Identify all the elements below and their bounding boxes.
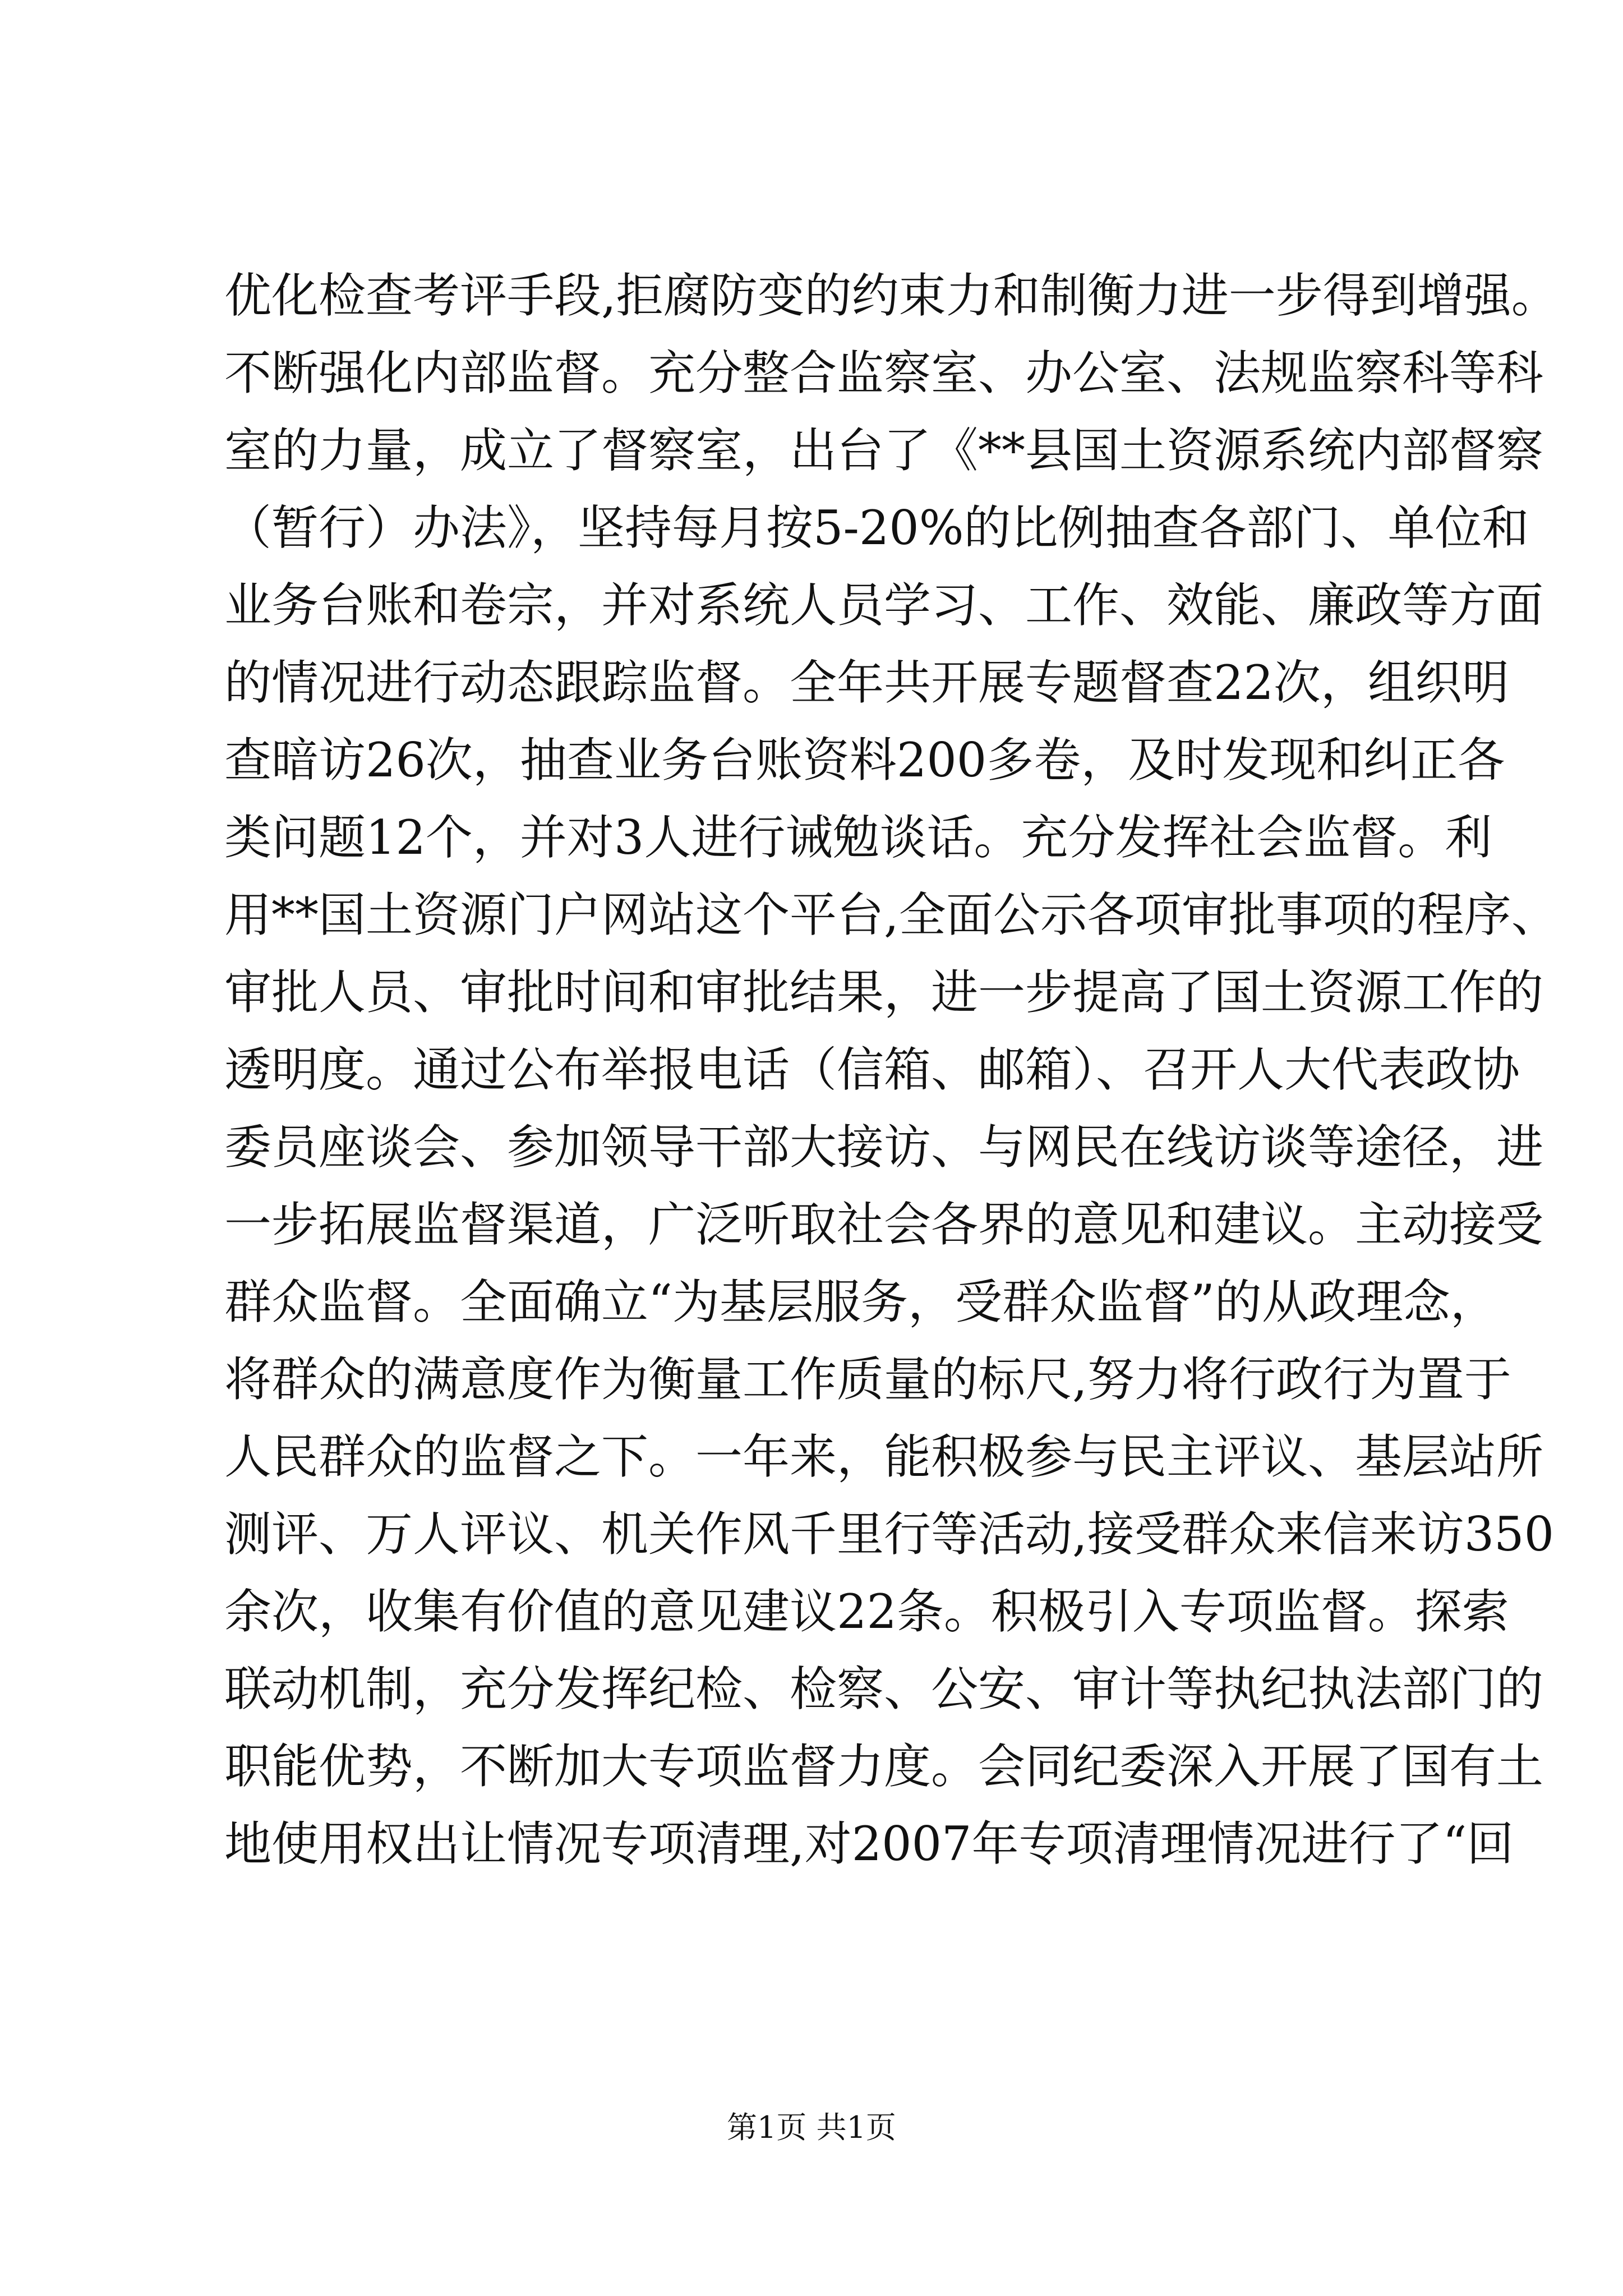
text-line: 用**国土资源门户网站这个平台,全面公示各项审批事项的程序、 bbox=[224, 887, 1559, 942]
body-text bbox=[224, 257, 1559, 1883]
text-line: 委员座谈会、参加领导干部大接访、与网民在线访谈等途径，进 bbox=[224, 1120, 1544, 1175]
text-line: 审批人员、审批时间和审批结果，进一步提高了国土资源工作的 bbox=[224, 965, 1544, 1020]
text-line: 余次，收集有价值的意见建议22条。积极引入专项监督。探索 bbox=[224, 1584, 1509, 1639]
text-line: 一步拓展监督渠道，广泛听取社会各界的意见和建议。主动接受 bbox=[224, 1197, 1544, 1252]
page-footer bbox=[0, 2108, 1623, 2147]
text-line: 的情况进行动态跟踪监督。全年共开展专题督查22次，组织明 bbox=[224, 655, 1509, 710]
text-line: 人民群众的监督之下。一年来，能积极参与民主评议、基层站所 bbox=[224, 1429, 1544, 1484]
text-line: 不断强化内部监督。充分整合监察室、办公室、法规监察科等科 bbox=[224, 346, 1544, 401]
page-number-label: 第1页 共1页 bbox=[727, 2110, 896, 2145]
text-line: 职能优势，不断加大专项监督力度。会同纪委深入开展了国有土 bbox=[224, 1739, 1544, 1794]
text-line: 优化检查考评手段,拒腐防变的约束力和制衡力进一步得到增强。 bbox=[224, 268, 1559, 323]
text-line: 类问题12个，并对3人进行诫勉谈话。充分发挥社会监督。利 bbox=[224, 810, 1492, 865]
text-line: 透明度。通过公布举报电话（信箱、邮箱）、召开人大代表政协 bbox=[224, 1042, 1520, 1097]
text-line: 联动机制，充分发挥纪检、检察、公安、审计等执纪执法部门的 bbox=[224, 1662, 1544, 1717]
text-line: 业务台账和卷宗，并对系统人员学习、工作、效能、廉政等方面 bbox=[224, 578, 1544, 633]
text-line: 群众监督。全面确立“为基层服务，受群众监督”的从政理念， bbox=[224, 1274, 1497, 1329]
text-line: 地使用权出让情况专项清理,对2007年专项清理情况进行了“回 bbox=[224, 1816, 1514, 1871]
text-line: 将群众的满意度作为衡量工作质量的标尺,努力将行政行为置于 bbox=[224, 1352, 1511, 1407]
text-line: 室的力量，成立了督察室，出台了《**县国土资源系统内部督察 bbox=[224, 423, 1544, 478]
text-line: 查暗访26次，抽查业务台账资料200多卷，及时发现和纠正各 bbox=[224, 733, 1505, 788]
text-line: 测评、万人评议、机关作风千里行等活动,接受群众来信来访350 bbox=[224, 1507, 1555, 1562]
text-line: （暂行）办法》，坚持每月按5-20%的比例抽查各部门、单位和 bbox=[224, 500, 1529, 555]
